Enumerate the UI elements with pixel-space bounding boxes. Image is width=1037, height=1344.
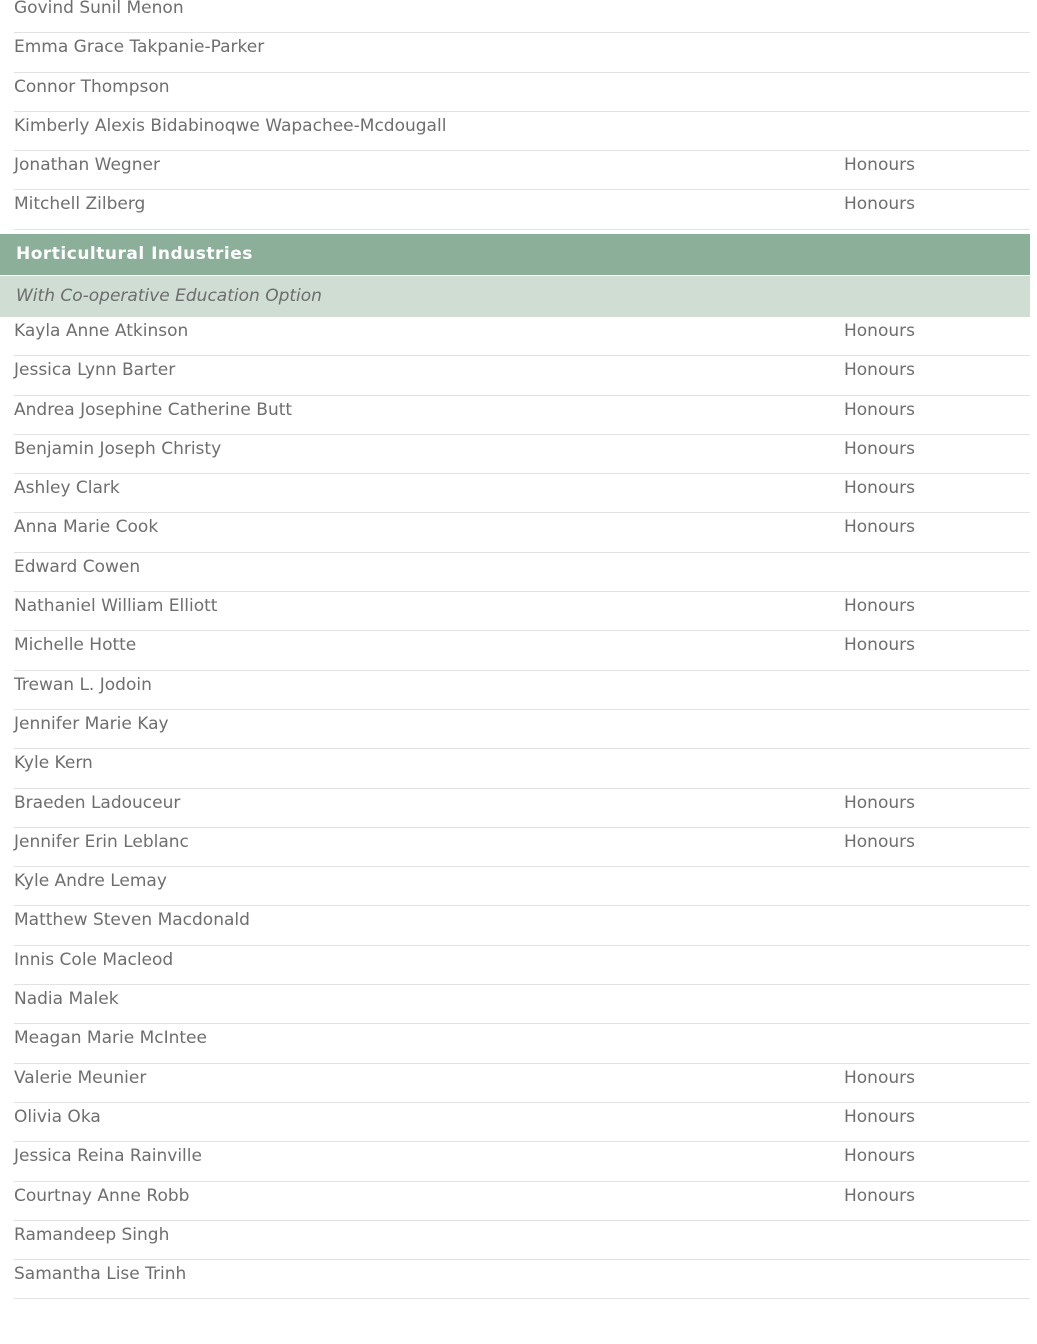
- honours-label: Honours: [844, 1185, 915, 1206]
- honours-label: Honours: [844, 792, 915, 813]
- honours-label: Honours: [844, 517, 915, 538]
- graduate-row: [14, 867, 1030, 906]
- honours-label: Honours: [844, 1146, 915, 1167]
- graduate-row: [14, 33, 1030, 72]
- graduate-row: [14, 985, 1030, 1024]
- graduate-name: Innis Cole Macleod: [14, 949, 174, 970]
- honours-label: Honours: [844, 321, 915, 341]
- graduate-name: Nathaniel William Elliott: [14, 596, 218, 617]
- graduate-name: Connor Thompson: [14, 76, 170, 97]
- graduate-row: [14, 474, 1030, 513]
- previous-program-list: [0, 0, 1030, 230]
- graduate-row: [14, 553, 1030, 592]
- graduate-row: [14, 190, 1030, 229]
- program-option-header: [0, 276, 1030, 317]
- graduate-row: [14, 356, 1030, 395]
- graduate-row: [14, 631, 1030, 670]
- graduate-name: Braeden Ladouceur: [14, 792, 181, 813]
- graduate-name: Edward Cowen: [14, 556, 141, 577]
- graduate-row: [14, 710, 1030, 749]
- graduate-row: [14, 513, 1030, 552]
- graduate-name: Jennifer Marie Kay: [14, 713, 169, 734]
- honours-label: Honours: [844, 194, 915, 215]
- graduate-row: [14, 317, 1030, 356]
- honours-label: Honours: [844, 635, 915, 656]
- program-header: [0, 234, 1030, 275]
- graduate-name: Courtnay Anne Robb: [14, 1185, 190, 1206]
- graduate-row: [14, 749, 1030, 788]
- graduate-row: [14, 1142, 1030, 1181]
- graduate-row: [14, 671, 1030, 710]
- graduate-name: Jessica Lynn Barter: [14, 360, 176, 381]
- graduate-row: [14, 906, 1030, 945]
- honours-label: Honours: [844, 596, 915, 617]
- graduate-name: Michelle Hotte: [14, 635, 137, 656]
- graduate-row: [14, 1260, 1030, 1299]
- graduate-row: [14, 435, 1030, 474]
- graduate-row: [14, 396, 1030, 435]
- graduate-name: Jonathan Wegner: [14, 155, 160, 176]
- graduate-name: Govind Sunil Menon: [14, 0, 184, 18]
- graduate-row: [14, 946, 1030, 985]
- graduate-row: [14, 1103, 1030, 1142]
- program-option-title: With Co-operative Education Option: [16, 286, 322, 306]
- graduate-name: Benjamin Joseph Christy: [14, 438, 222, 459]
- graduate-name: Matthew Steven Macdonald: [14, 910, 250, 931]
- graduate-name: Trewan L. Jodoin: [14, 674, 152, 695]
- graduate-name: Kimberly Alexis Bidabinoqwe Wapachee-Mcdougall: [14, 115, 447, 136]
- honours-label: Honours: [844, 478, 915, 499]
- honours-label: Honours: [844, 360, 915, 381]
- graduate-name: Andrea Josephine Catherine Butt: [14, 399, 293, 420]
- graduate-row: [14, 1024, 1030, 1063]
- graduate-name: Mitchell Zilberg: [14, 194, 146, 215]
- honours-label: Honours: [844, 438, 915, 459]
- graduate-name: Olivia Oka: [14, 1106, 101, 1127]
- graduate-name: Meagan Marie McIntee: [14, 1028, 207, 1049]
- honours-label: Honours: [844, 399, 915, 420]
- program-title: Horticultural Industries: [16, 244, 253, 264]
- graduate-name: Emma Grace Takpanie-Parker: [14, 37, 265, 58]
- graduate-name: Jennifer Erin Leblanc: [14, 831, 189, 852]
- honours-label: Honours: [844, 1067, 915, 1088]
- graduate-name: Anna Marie Cook: [14, 517, 159, 538]
- graduate-row: [14, 1064, 1030, 1103]
- graduate-row: [14, 592, 1030, 631]
- graduate-row: [14, 112, 1030, 151]
- graduate-name: Kayla Anne Atkinson: [14, 321, 189, 341]
- graduate-row: [14, 1182, 1030, 1221]
- graduate-name: Ramandeep Singh: [14, 1224, 170, 1245]
- graduate-row: [14, 789, 1030, 828]
- graduate-name: Valerie Meunier: [14, 1067, 147, 1088]
- horticultural-industries-list: [0, 317, 1030, 1299]
- honours-label: Honours: [844, 831, 915, 852]
- graduate-name: Kyle Andre Lemay: [14, 871, 167, 892]
- graduate-name: Samantha Lise Trinh: [14, 1264, 187, 1285]
- graduate-row: [14, 151, 1030, 190]
- honours-label: Honours: [844, 1106, 915, 1127]
- graduate-row: [14, 828, 1030, 867]
- honours-label: Honours: [844, 155, 915, 176]
- graduate-name: Kyle Kern: [14, 753, 93, 774]
- graduate-name: Nadia Malek: [14, 989, 119, 1010]
- graduate-name: Jessica Reina Rainville: [14, 1146, 202, 1167]
- graduate-name: Ashley Clark: [14, 478, 120, 499]
- graduate-row: [14, 73, 1030, 112]
- graduate-row: [14, 1221, 1030, 1260]
- graduate-row: [14, 0, 1030, 33]
